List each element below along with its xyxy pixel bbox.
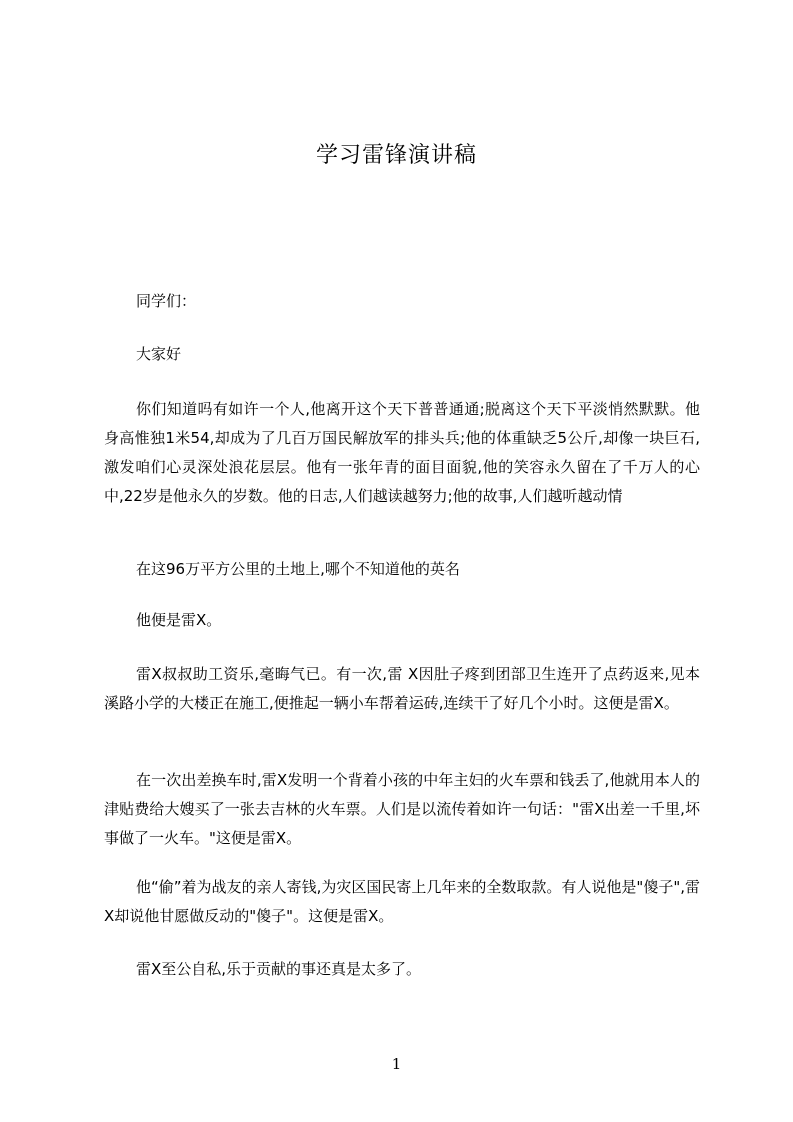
paragraph-he-is: 他便是雷X。	[136, 611, 222, 629]
paragraph-land: 在这96万平方公里的土地上,哪个不知道他的英名	[136, 560, 460, 578]
paragraph-school: 雷X叔叔助工资乐,毫晦气已。有一次,雷 X因肚子疼到团部卫生连开了点药返来,见本溪路小学的大楼正在施工,便推起一辆小车帮着运砖,连续干了好几个小时。这便是雷X。	[104, 665, 700, 712]
paragraph-selfless: 雷X至公自私,乐于贡献的事还真是太多了。	[136, 960, 422, 978]
paragraph-intro: 你们知道吗有如许一个人,他离开这个天下普普通通;脱离这个天下平淡悄然默默。他身高惟独1米54,却成为了几百万国民解放军的排头兵;他的体重缺乏5公斤,却像一块巨石,激发咱们心灵深处浪花层层。他有一张年青的面目面貌,他的笑容永久留在了千万人的心中,22岁是他永久的岁数。他的日志,人们越读越努力;他的故事,人们越听越动情	[104, 400, 700, 505]
document-title: 学习雷锋演讲稿	[315, 143, 477, 168]
paragraph-fool: 他“偷”着为战友的亲人寄钱,为灾区国民寄上几年来的全数取款。有人说他是"傻子",雷X却说他甘愿做反动的"傻子"。这便是雷X。	[104, 878, 700, 925]
paragraph-train: 在一次出差换车时,雷X发明一个背着小孩的中年主妇的火车票和钱丢了,他就用本人的津贴费给大嫂买了一张去吉林的火车票。人们是以流传着如许一句话："雷X出差一千里,坏事做了一火车。"这便是雷X。	[104, 771, 700, 847]
paragraph-hello: 大家好	[136, 345, 182, 363]
paragraph-greeting: 同学们：	[136, 292, 197, 310]
page-number: 1	[391, 1055, 402, 1073]
